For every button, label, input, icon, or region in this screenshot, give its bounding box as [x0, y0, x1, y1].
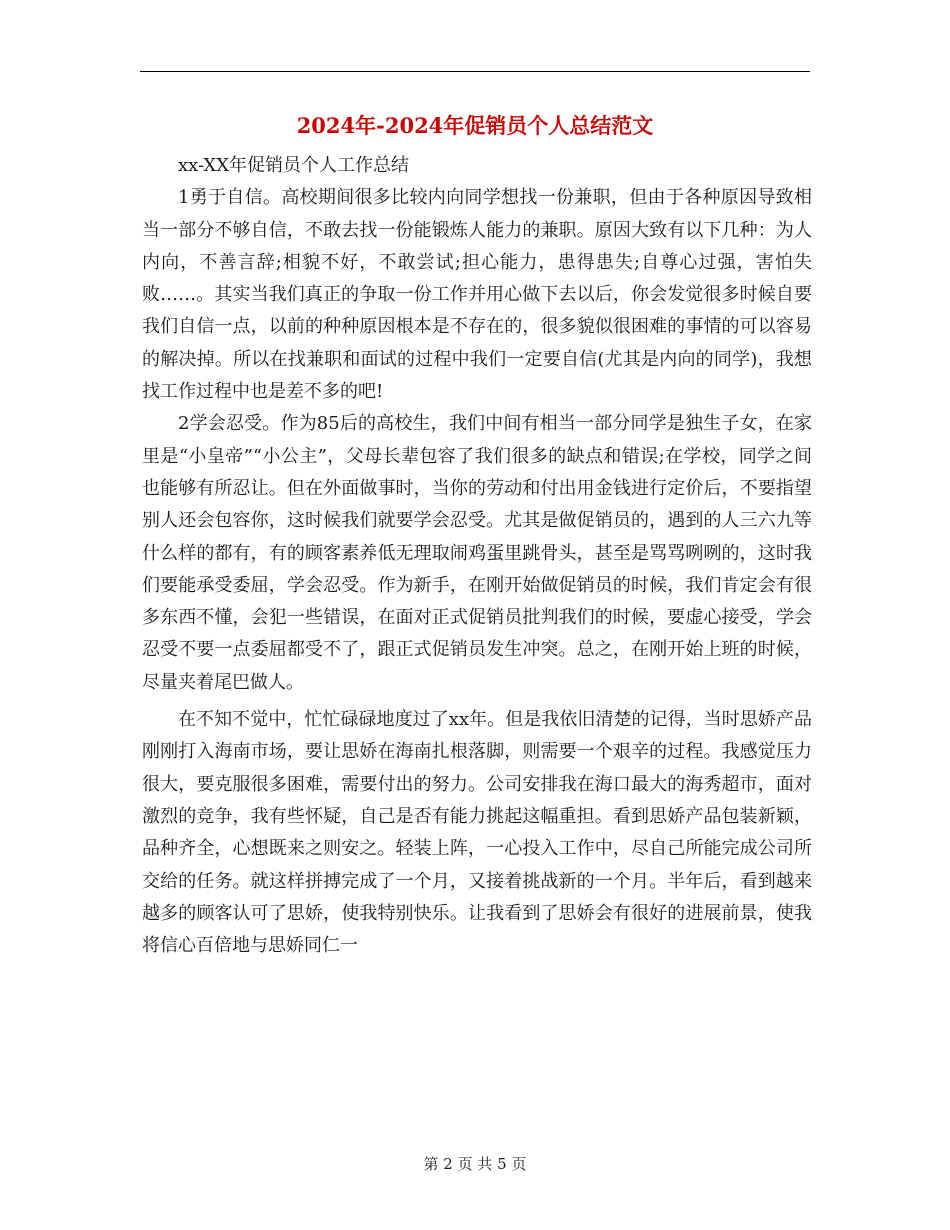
document-title: 2024年-2024年促销员个人总结范文: [296, 113, 654, 138]
paragraph-work-summary: 在不知不觉中，忙忙碌碌地度过了xx年。但是我依旧清楚的记得，当时思娇产品刚刚打入海南市场，要让思娇在海南扎根落脚，则需要一个艰辛的过程。我感觉压力很大，要克服很多困难，需要付出的努力。公司安排我在海口最大的海秀超市，面对激烈的竞争，我有些怀疑，自己是否有能力挑起这幅重担。看到思娇产品包装新颖，品种齐全，心想既来之则安之。轻装上阵，一心投入工作中，尽自己所能完成公司所交给的任务。就这样拼搏完成了一个月，又接着挑战新的一个月。半年后，看到越来越多的顾客认可了思娇，使我特别快乐。让我看到了思娇会有很好的进展前景，使我将信心百倍地与思娇同仁一: [142, 709, 812, 957]
header-rule: [140, 71, 810, 72]
paragraph-confidence: 1勇于自信。高校期间很多比较内向同学想找一份兼职，但由于各种原因导致相当一部分不够自信，不敢去找一份能锻炼人能力的兼职。原因大致有以下几种：为人内向，不善言辞;相貌不好，不敢尝试;担心能力，患得患失;自尊心过强，害怕失败……。其实当我们真正的争取一份工作并用心做下去以后，你会发觉很多时候自要我们自信一点，以前的种种原因根本是不存在的，很多貌似很困难的事情的可以容易的解决掉。所以在找兼职和面试的过程中我们一定要自信(尤其是内向的同学)，我想找工作过程中也是差不多的吧!: [142, 187, 812, 403]
paragraph-endurance: 2学会忍受。作为85后的高校生，我们中间有相当一部分同学是独生子女，在家里是“小皇帝”“小公主”，父母长辈包容了我们很多的缺点和错误;在学校，同学之间也能够有所忍让。但在外面做事时，当你的劳动和付出用金钱进行定价后，不要指望别人还会包容你，这时候我们就要学会忍受。尤其是做促销员的，遇到的人三六九等什么样的都有，有的顾客素养低无理取闹鸡蛋里跳骨头，甚至是骂骂咧咧的，这时我们要能承受委屈，学会忍受。作为新手，在刚开始做促销员的时候，我们肯定会有很多东西不懂，会犯一些错误，在面对正式促销员批判我们的时候，要虚心接受，学会忍受不要一点委屈都受不了，跟正式促销员发生冲突。总之，在刚开始上班的时候，尽量夹着尾巴做人。: [142, 413, 812, 693]
document-body: [142, 150, 812, 962]
page-number: 第 2 页 共 5 页: [423, 1155, 527, 1173]
subtitle: xx-XX年促销员个人工作总结: [178, 155, 410, 176]
